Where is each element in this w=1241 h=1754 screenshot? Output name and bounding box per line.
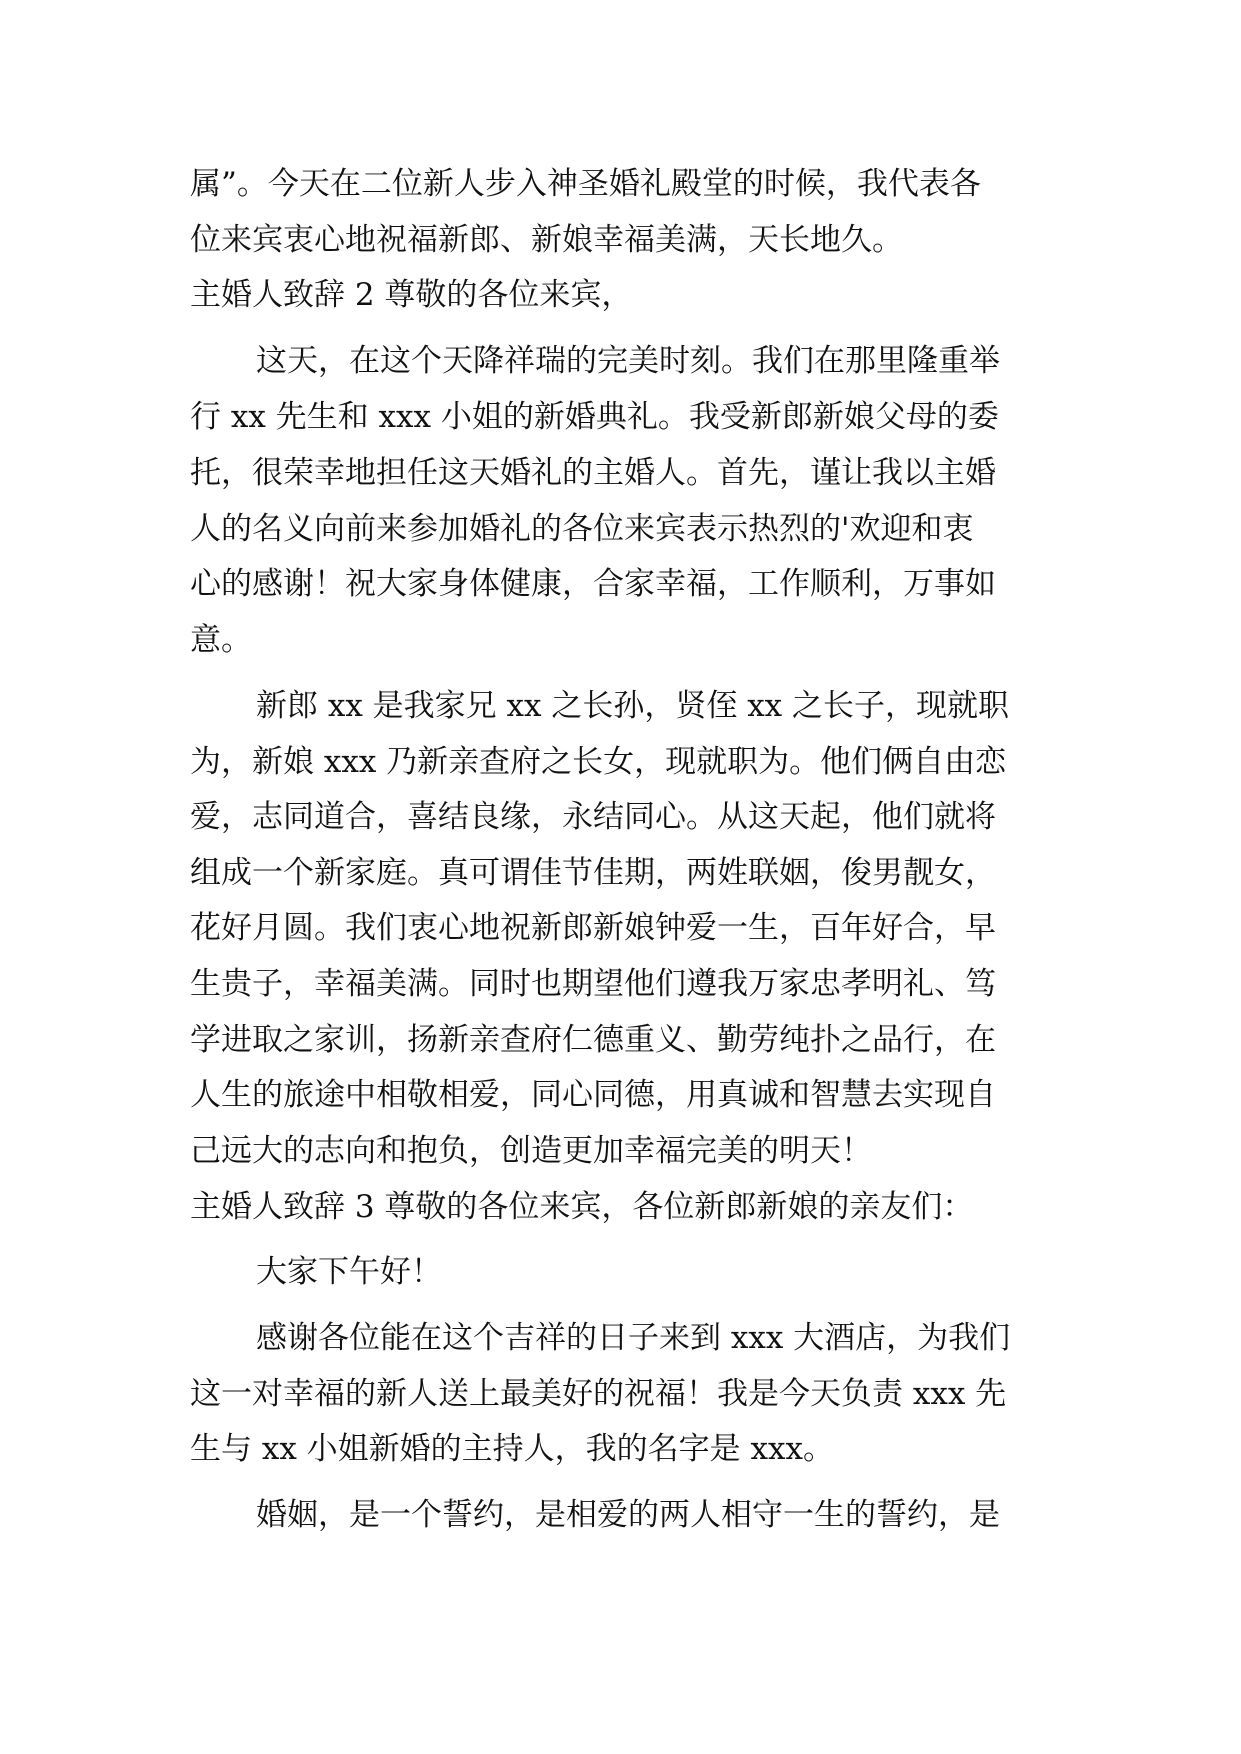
text-line: 新郎 xx 是我家兄 xx 之长孙，贤侄 xx 之长子，现就职	[256, 688, 1010, 724]
text-line: 托，很荣幸地担任这天婚礼的主婚人。首先，谨让我以主婚	[190, 455, 996, 491]
text-line: 人的名义向前来参加婚礼的各位来宾表示热烈的'欢迎和衷	[190, 511, 974, 547]
text-line: 为，新娘 xxx 乃新亲查府之长女，现就职为。他们俩自由恋	[190, 744, 1007, 780]
text-line: 属”。今天在二位新人步入神圣婚礼殿堂的时候，我代表各	[190, 166, 981, 202]
text-line: 生贵子，幸福美满。同时也期望他们遵我万家忠孝明礼、笃	[190, 966, 996, 1002]
text-line: 组成一个新家庭。真可谓佳节佳期，两姓联姻，俊男靓女，	[190, 855, 996, 891]
section-heading: 主婚人致辞 2 尊敬的各位来宾，	[190, 277, 633, 313]
text-line: 心的感谢！祝大家身体健康，合家幸福，工作顺利，万事如	[190, 566, 996, 602]
text-line: 婚姻，是一个誓约，是相爱的两人相守一生的誓约，是	[256, 1497, 1000, 1533]
text-line: 位来宾衷心地祝福新郎、新娘幸福美满，天长地久。	[190, 222, 903, 258]
text-line: 人生的旅途中相敬相爱，同心同德，用真诚和智慧去实现自	[190, 1077, 996, 1113]
text-line: 学进取之家训，扬新亲查府仁德重义、勤劳纯扑之品行，在	[190, 1022, 996, 1058]
text-line: 意。	[190, 622, 252, 658]
text-line: 行 xx 先生和 xxx 小姐的新婚典礼。我受新郎新娘父母的委	[190, 399, 999, 435]
text-line: 花好月圆。我们衷心地祝新郎新娘钟爱一生，百年好合，早	[190, 910, 996, 946]
text-line: 大家下午好！	[256, 1254, 442, 1290]
text-line: 这天，在这个天降祥瑞的完美时刻。我们在那里隆重举	[256, 343, 1000, 379]
text-line: 这一对幸福的新人送上最美好的祝福！我是今天负责 xxx 先	[190, 1376, 1007, 1412]
section-heading: 主婚人致辞 3 尊敬的各位来宾，各位新郎新娘的亲友们：	[190, 1189, 974, 1225]
text-line: 感谢各位能在这个吉祥的日子来到 xxx 大酒店，为我们	[256, 1320, 1011, 1356]
text-line: 生与 xx 小姐新婚的主持人，我的名字是 xxx。	[190, 1431, 834, 1467]
text-line: 爱，志同道合，喜结良缘，永结同心。从这天起，他们就将	[190, 799, 996, 835]
text-line: 己远大的志向和抱负，创造更加幸福完美的明天！	[190, 1133, 872, 1169]
